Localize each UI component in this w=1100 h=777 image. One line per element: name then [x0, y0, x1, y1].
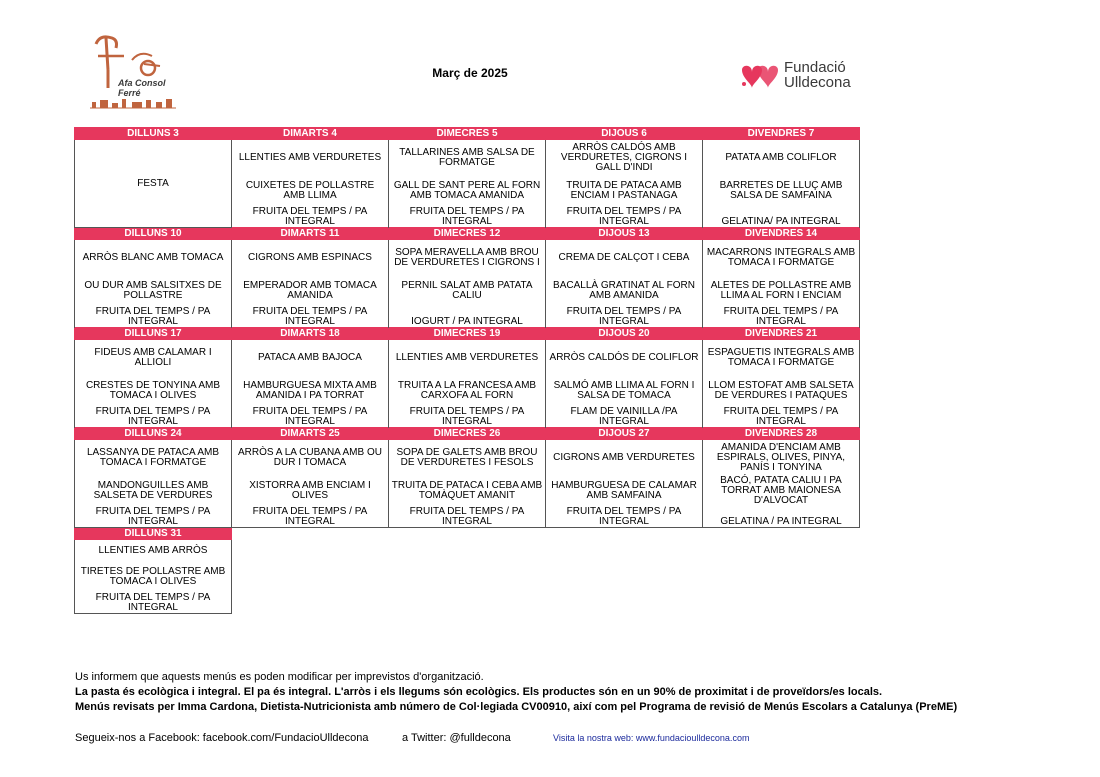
first-dish: LASSANYA DE PATACA AMB TOMACA I FORMATGE — [75, 440, 232, 476]
empty-cell — [546, 562, 703, 592]
day-header: DILLUNS 31 — [75, 528, 232, 540]
website-link[interactable]: Visita la nostra web: www.fundacioulldecona.com — [553, 733, 750, 743]
empty-cell — [232, 540, 389, 562]
week-4-dish1-row — [75, 440, 860, 476]
dessert: FRUITA DEL TEMPS / PA INTEGRAL — [232, 306, 389, 328]
empty-cell — [546, 528, 703, 540]
second-dish: ALETES DE POLLASTRE AMB LLIMA AL FORN I ENCIAM — [703, 276, 860, 306]
day-header: DIMARTS 18 — [232, 328, 389, 340]
dessert: GELATINA/ PA INTEGRAL — [703, 206, 860, 228]
menu-table — [74, 127, 860, 614]
day-header: DIMARTS 11 — [232, 228, 389, 240]
dessert: FRUITA DEL TEMPS / PA INTEGRAL — [703, 306, 860, 328]
day-header: DIMECRES 19 — [389, 328, 546, 340]
dessert: FRUITA DEL TEMPS / PA INTEGRAL — [703, 406, 860, 428]
dessert: FRUITA DEL TEMPS / PA INTEGRAL — [389, 506, 546, 528]
week-3-header-row — [75, 328, 860, 340]
dessert: FRUITA DEL TEMPS / PA INTEGRAL — [75, 306, 232, 328]
dessert: FRUITA DEL TEMPS / PA INTEGRAL — [546, 306, 703, 328]
empty-cell — [703, 528, 860, 540]
first-dish: PATATA AMB COLIFLOR — [703, 140, 860, 176]
week-5-dessert-row — [75, 592, 860, 614]
first-dish: LLENTIES AMB ARRÒS — [75, 540, 232, 562]
day-header: DIVENDRES 7 — [703, 128, 860, 140]
fundacio-logo — [738, 58, 888, 98]
day-header: DILLUNS 3 — [75, 128, 232, 140]
day-header: DIJOUS 6 — [546, 128, 703, 140]
empty-cell — [389, 540, 546, 562]
second-dish: SALMÓ AMB LLIMA AL FORN I SALSA DE TOMACA — [546, 376, 703, 406]
first-dish: CREMA DE CALÇOT I CEBA — [546, 240, 703, 276]
second-dish: TIRETES DE POLLASTRE AMB TOMACA I OLIVES — [75, 562, 232, 592]
empty-cell — [546, 592, 703, 614]
first-dish: ESPAGUETIS INTEGRALS AMB TOMACA I FORMATGE — [703, 340, 860, 376]
second-dish: CUIXETES DE POLLASTRE AMB LLIMA — [232, 176, 389, 206]
week-2-dish2-row — [75, 276, 860, 306]
week-4-dessert-row — [75, 506, 860, 528]
week-5-dish1-row — [75, 540, 860, 562]
day-header: DIMARTS 4 — [232, 128, 389, 140]
dessert: FRUITA DEL TEMPS / PA INTEGRAL — [389, 406, 546, 428]
day-header: DIVENDRES 21 — [703, 328, 860, 340]
second-dish: HAMBURGUESA DE CALAMAR AMB SAMFAINA — [546, 476, 703, 506]
week-1-dish1-row — [75, 140, 860, 176]
first-dish: PATACA AMB BAJOCA — [232, 340, 389, 376]
first-dish: SOPA DE GALETS AMB BROU DE VERDURETES I FESOLS — [389, 440, 546, 476]
first-dish: CIGRONS AMB ESPINACS — [232, 240, 389, 276]
first-dish: ARRÒS BLANC AMB TOMACA — [75, 240, 232, 276]
first-dish: ARRÒS CALDÓS AMB VERDURETES, CIGRONS I GALL D'INDI — [546, 140, 703, 176]
second-dish: CRESTES DE TONYINA AMB TOMACA I OLIVES — [75, 376, 232, 406]
day-header: DIVENDRES 28 — [703, 428, 860, 440]
first-dish: FIDEUS AMB CALAMAR I ALLIOLI — [75, 340, 232, 376]
empty-cell — [389, 562, 546, 592]
day-header: DIJOUS 27 — [546, 428, 703, 440]
week-2-dessert-row — [75, 306, 860, 328]
dessert: GELATINA / PA INTEGRAL — [703, 506, 860, 528]
dessert: FLAM DE VAINILLA /PA INTEGRAL — [546, 406, 703, 428]
dessert: FRUITA DEL TEMPS / PA INTEGRAL — [232, 506, 389, 528]
second-dish: BARRETES DE LLUÇ AMB SALSA DE SAMFAINA — [703, 176, 860, 206]
day-header: DIMECRES 5 — [389, 128, 546, 140]
week-4-dish2-row — [75, 476, 860, 506]
second-dish: TRUITA DE PATACA AMB ENCIAM I PASTANAGA — [546, 176, 703, 206]
first-dish: MACARRONS INTEGRALS AMB TOMACA I FORMATGE — [703, 240, 860, 276]
second-dish: MANDONGUILLES AMB SALSETA DE VERDURES — [75, 476, 232, 506]
empty-cell — [703, 562, 860, 592]
second-dish: LLOM ESTOFAT AMB SALSETA DE VERDURES I PATAQUES — [703, 376, 860, 406]
week-2-dish1-row — [75, 240, 860, 276]
empty-cell — [389, 592, 546, 614]
second-dish: HAMBURGUESA MIXTA AMB AMANIDA I PA TORRAT — [232, 376, 389, 406]
week-3-dish1-row — [75, 340, 860, 376]
empty-cell — [232, 562, 389, 592]
page-title: Març de 2025 — [432, 66, 508, 80]
day-header: DIMARTS 25 — [232, 428, 389, 440]
day-header: DIVENDRES 14 — [703, 228, 860, 240]
dessert: FRUITA DEL TEMPS / PA INTEGRAL — [75, 406, 232, 428]
empty-cell — [389, 528, 546, 540]
second-dish: PERNIL SALAT AMB PATATA CALIU — [389, 276, 546, 306]
first-dish: SOPA MERAVELLA AMB BROU DE VERDURETES I CIGRONS I — [389, 240, 546, 276]
second-dish: OU DUR AMB SALSITXES DE POLLASTRE — [75, 276, 232, 306]
dessert: FRUITA DEL TEMPS / PA INTEGRAL — [232, 406, 389, 428]
afa-logo — [88, 30, 180, 114]
fundacio-logo-line1: Fundació — [784, 59, 846, 76]
second-dish: EMPERADOR AMB TOMACA AMANIDA — [232, 276, 389, 306]
first-dish: AMANIDA D'ENCIAM AMB ESPIRALS, OLIVES, PINYA, PANÍS I TONYINA — [703, 440, 860, 476]
dessert: FRUITA DEL TEMPS / PA INTEGRAL — [232, 206, 389, 228]
empty-cell — [232, 592, 389, 614]
week-4-header-row — [75, 428, 860, 440]
day-header: DIMECRES 26 — [389, 428, 546, 440]
week-3-dish2-row — [75, 376, 860, 406]
empty-cell — [703, 592, 860, 614]
day-header: DILLUNS 24 — [75, 428, 232, 440]
empty-cell — [546, 540, 703, 562]
week-3-dessert-row — [75, 406, 860, 428]
second-dish: XISTORRA AMB ENCIAM I OLIVES — [232, 476, 389, 506]
second-dish: GALL DE SANT PERE AL FORN AMB TOMACA AMANIDA — [389, 176, 546, 206]
dessert: FRUITA DEL TEMPS / PA INTEGRAL — [75, 592, 232, 614]
festa-cell: FESTA — [75, 140, 232, 228]
footer-review-note: Menús revisats per Imma Cardona, Dietista-Nutricionista amb número de Col·legiada CV00910, així com pel Programa de revisió de Menús Escolars a Catalunya (PreME) — [75, 701, 958, 713]
dessert: FRUITA DEL TEMPS / PA INTEGRAL — [389, 206, 546, 228]
facebook-link[interactable]: Segueix-nos a Facebook: facebook.com/FundacioUlldecona — [75, 732, 369, 744]
day-header: DIMECRES 12 — [389, 228, 546, 240]
twitter-link[interactable]: a Twitter: @fulldecona — [402, 732, 511, 744]
empty-cell — [232, 528, 389, 540]
first-dish: LLENTIES AMB VERDURETES — [389, 340, 546, 376]
day-header: DIJOUS 13 — [546, 228, 703, 240]
dessert: FRUITA DEL TEMPS / PA INTEGRAL — [75, 506, 232, 528]
footer-ecological-note: La pasta és ecològica i integral. El pa és integral. L'arròs i els llegums són ecològics. Els productes són en un 90% de proximitat i de proveïdors/es locals. — [75, 686, 883, 698]
first-dish: LLENTIES AMB VERDURETES — [232, 140, 389, 176]
week-5-dish2-row — [75, 562, 860, 592]
second-dish: BACÓ, PATATA CALIU I PA TORRAT AMB MAIONESA D'ALVOCAT — [703, 476, 860, 506]
second-dish: BACALLÀ GRATINAT AL FORN AMB AMANIDA — [546, 276, 703, 306]
week-5-header-row — [75, 528, 860, 540]
second-dish: TRUITA DE PATACA I CEBA AMB TOMÀQUET AMANIT — [389, 476, 546, 506]
second-dish: TRUITA A LA FRANCESA AMB CARXOFA AL FORN — [389, 376, 546, 406]
dessert: FRUITA DEL TEMPS / PA INTEGRAL — [546, 506, 703, 528]
fundacio-logo-line2: Ulldecona — [784, 74, 851, 91]
first-dish: CIGRONS AMB VERDURETES — [546, 440, 703, 476]
day-header: DIJOUS 20 — [546, 328, 703, 340]
first-dish: ARRÒS A LA CUBANA AMB OU DUR I TOMACA — [232, 440, 389, 476]
footer-note: Us informem que aquests menús es poden modificar per imprevistos d'organització. — [75, 671, 484, 683]
first-dish: ARRÒS CALDÓS DE COLIFLOR — [546, 340, 703, 376]
week-2-header-row — [75, 228, 860, 240]
dessert: IOGURT / PA INTEGRAL — [389, 306, 546, 328]
fundacio-logo-text — [784, 60, 851, 90]
dessert: FRUITA DEL TEMPS / PA INTEGRAL — [546, 206, 703, 228]
day-header: DILLUNS 17 — [75, 328, 232, 340]
afa-logo-text: Afa Consol Ferré — [118, 78, 166, 98]
empty-cell — [703, 540, 860, 562]
first-dish: TALLARINES AMB SALSA DE FORMATGE — [389, 140, 546, 176]
week-1-header-row — [75, 128, 860, 140]
day-header: DILLUNS 10 — [75, 228, 232, 240]
